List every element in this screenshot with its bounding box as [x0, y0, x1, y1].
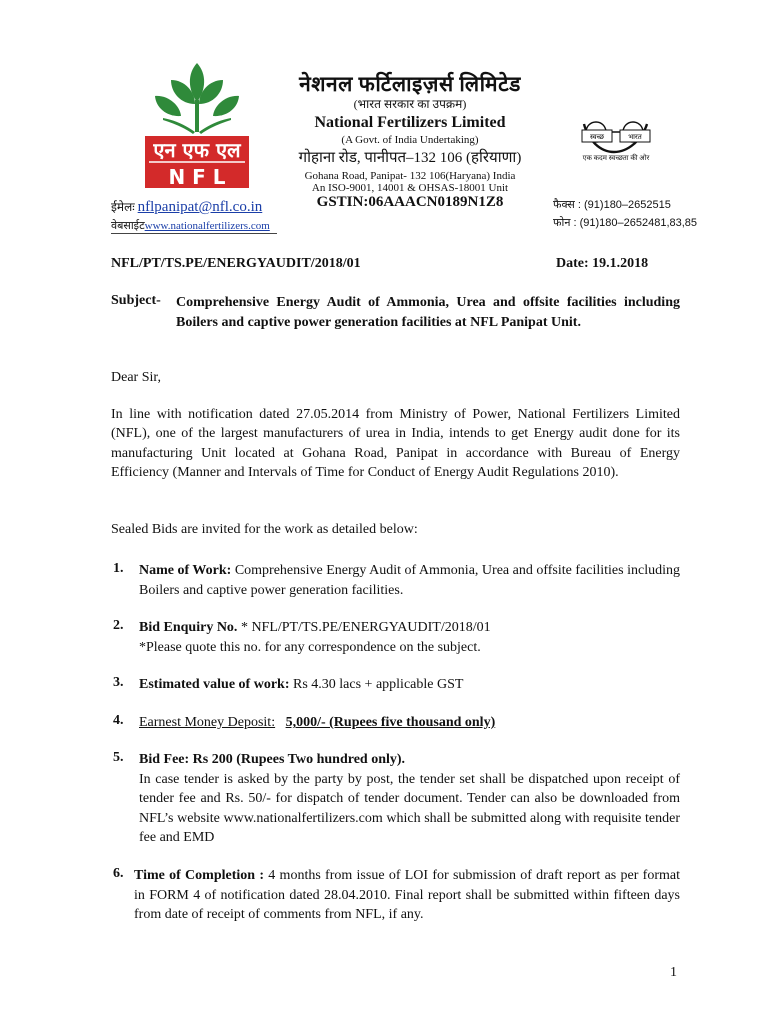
page-number: 1 [670, 965, 677, 980]
item-text: 4 months from issue of LOI for submission of draft report as per format in FORM 4 of notification dated 28.04.2010. Final report shall be submitted within fifteen days from date of receipt of comments from NFL, if any. [134, 868, 680, 922]
item-number: 6. [113, 866, 124, 881]
intro-paragraph: In line with notification dated 27.05.2014 from Ministry of Power, National Fertilizers Limited (NFL), one of the largest manufacturers of urea in India, intends to get Energy audit done for its manufacturing Unit located at Gohana Road, Panipat in accordance with Bureau of Energy Efficiency (Manner and Intervals of Time for Conduct of Energy Audit Regulations 2010). [111, 407, 680, 480]
emblem-word-1: स्वच्छ [589, 133, 605, 141]
address-english: Gohana Road, Panipat- 132 106(Haryana) India [304, 170, 516, 182]
email-row [111, 198, 262, 216]
item-number: 4. [113, 713, 124, 728]
address-hindi: गोहाना रोड, पानीपत–132 106 (हरियाणा) [298, 150, 522, 166]
logo-english-text: N F L [168, 165, 226, 189]
item-label: Bid Fee: Rs 200 (Rupees Two hundred only). [139, 752, 406, 767]
govt-undertaking-hindi: (भारत सरकार का उपक्रम) [353, 97, 467, 111]
subject-text: Comprehensive Energy Audit of Ammonia, Urea and offsite facilities including Boilers and captive power generation facilities at NFL Panipat Unit. [176, 295, 680, 330]
email-label: ईमेलः [111, 200, 135, 214]
header-divider [111, 233, 277, 234]
item-label: Earnest Money Deposit: [139, 715, 276, 730]
item-label: Bid Enquiry No. [139, 620, 238, 635]
item-text: * NFL/PT/TS.PE/ENERGYAUDIT/2018/01 [237, 620, 491, 635]
item-separator: : [255, 868, 269, 883]
list-item [134, 866, 680, 925]
list-item [139, 713, 680, 733]
reference-number: NFL/PT/TS.PE/ENERGYAUDIT/2018/01 [111, 256, 361, 271]
letter-date: Date: 19.1.2018 [556, 256, 649, 271]
website-label: वेबसाईट [111, 220, 145, 232]
govt-undertaking-english: (A Govt. of India Undertaking) [341, 134, 479, 146]
list-item [139, 561, 680, 600]
item-text: 5,000/- (Rupees five thousand only) [285, 715, 496, 730]
item-label: Name of Work: [139, 563, 232, 578]
item-label: Time of Completion [134, 868, 256, 883]
list-item [139, 675, 680, 695]
subject-label: Subject- [111, 293, 161, 308]
emblem-word-2: भारत [628, 133, 642, 141]
item-number: 5. [113, 750, 124, 765]
item-number: 2. [113, 618, 124, 633]
salutation: Dear Sir, [111, 370, 161, 385]
list-item [139, 618, 680, 657]
gstin: GSTIN:06AAACN0189N1Z8 [316, 194, 504, 210]
phone-numbers: फोन : (91)180–2652481,83,85 [553, 217, 698, 229]
company-name-hindi: नेशनल फर्टिलाइज़र्स लिमिटेड [299, 72, 521, 96]
website-row [111, 218, 270, 233]
item-text: Comprehensive Energy Audit of Ammonia, Urea and offsite facilities including Boilers and captive power generation facilities. [139, 563, 680, 598]
sealed-bids-note: Sealed Bids are invited for the work as detailed below: [111, 522, 418, 537]
nfl-logo [143, 60, 251, 190]
emblem-caption: एक कदम स्वच्छता की ओर [582, 154, 650, 162]
email-link[interactable]: nflpanipat@nfl.co.in [137, 199, 263, 215]
list-item [139, 750, 680, 848]
item-text: Rs 4.30 lacs + applicable GST [289, 677, 464, 692]
item-text: In case tender is asked by the party by post, the tender set shall be dispatched upon receipt of tender fee and Rs. 50/- for dispatch of tender document. Tender can also be downloaded from NFL’s website www.nationalfertilizers.com which shall be submitted along with requisite tender fee and EMD [139, 771, 680, 845]
item-note: *Please quote this no. for any correspondence on the subject. [139, 639, 481, 655]
item-number: 1. [113, 561, 124, 576]
logo-hindi-text: एन एफ एल [153, 138, 241, 162]
fax-number: फैक्स : (91)180–2652515 [553, 199, 671, 211]
company-name-english: National Fertilizers Limited [314, 114, 506, 131]
item-label: Estimated value of work: [139, 677, 290, 692]
iso-certification: An ISO-9001, 14001 & OHSAS-18001 Unit [311, 182, 509, 194]
website-link[interactable]: www.nationalfertilizers.com [144, 220, 270, 232]
item-number: 3. [113, 675, 124, 690]
